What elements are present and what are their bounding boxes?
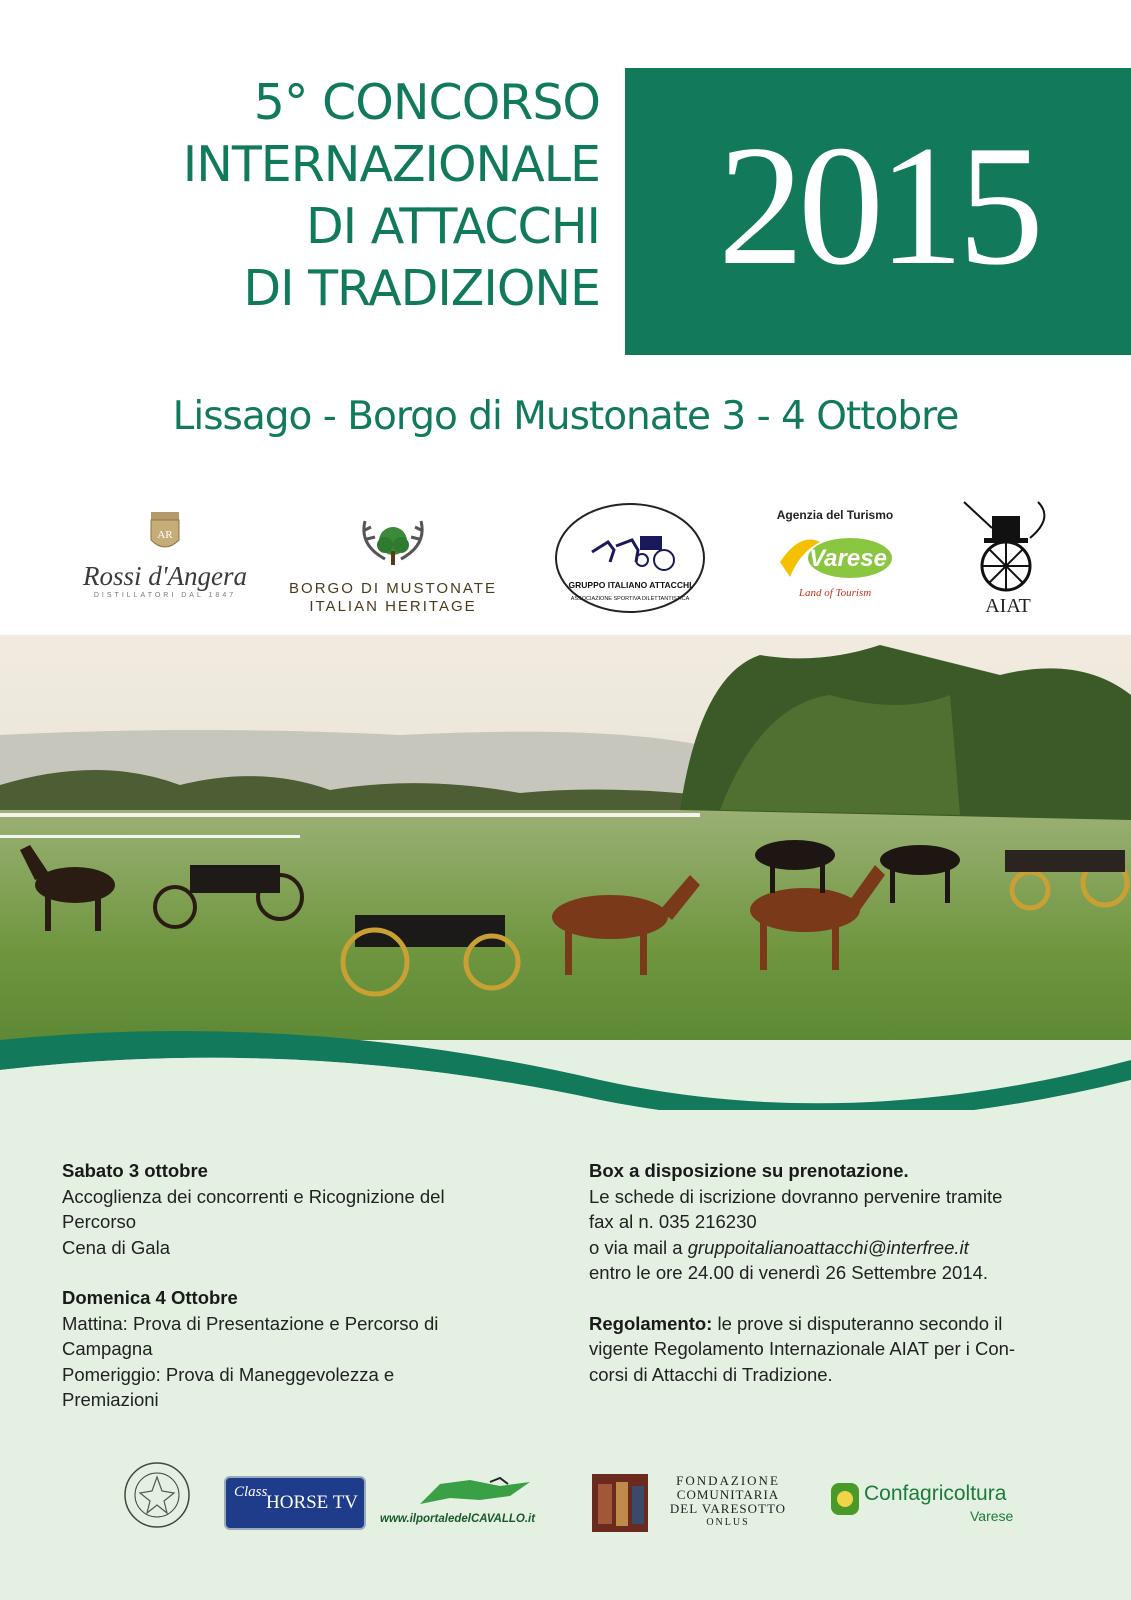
title-line-1: 5° CONCORSO: [253, 74, 600, 131]
varese-tag: Land of Tourism: [798, 587, 872, 599]
sunday-line-2: Campagna: [62, 1338, 153, 1359]
fondazione-line-3: DEL VARESOTTO: [669, 1501, 787, 1516]
rossi-crest-icon: [148, 510, 182, 554]
confagricoltura-sub: Varese: [970, 1508, 1014, 1524]
title-line-2: INTERNAZIONALE: [182, 136, 600, 193]
sunday-line-4: Premiazioni: [62, 1389, 159, 1410]
box-title: Box a disposizione su prenotazione.: [589, 1160, 909, 1181]
fondazione-line-4: ONLUS: [706, 1517, 750, 1528]
sunday-title: Domenica 4 Ottobre: [62, 1287, 238, 1308]
rossi-name: Rossi d'Angera: [82, 561, 248, 591]
borgo-line2: ITALIAN HERITAGE: [309, 598, 477, 615]
fondazione-line-1: FONDAZIONE: [676, 1473, 780, 1488]
il-portale-del-cavallo-logo: [380, 1476, 570, 1532]
saturday-line-2: Percorso: [62, 1211, 137, 1232]
corpo-bandistico-seal: [122, 1455, 192, 1535]
regulation-line-1: le prove si disputeranno secondo il: [712, 1312, 1003, 1334]
fresco-painting-icon: [592, 1474, 648, 1532]
box-line-2: fax al n. 035 216230: [589, 1211, 757, 1232]
year-label: 2015: [718, 111, 1038, 301]
sun-icon: [770, 522, 900, 582]
box-line-4: entro le ore 24.00 di venerdì 26 Settembre 2014.: [589, 1262, 989, 1283]
regulation-line-2: vigente Regolamento Internazionale AIAT per i Con-: [589, 1338, 1016, 1359]
saturday-title: Sabato 3 ottobre: [62, 1160, 208, 1181]
corpo-bandistico-logo: [122, 1455, 192, 1535]
gruppo-top-text: GRUPPO ITALIANO ATTACCHI: [568, 580, 692, 590]
saturday-line-1: Accoglienza dei concorrenti e Ricognizione del: [62, 1185, 445, 1207]
antlers-tree-icon: [353, 515, 433, 575]
gruppo-bottom-text: ASSOCIAZIONE SPORTIVA DILETTANTISTICA: [570, 596, 690, 602]
sunday-line-1: Mattina: Prova di Presentazione e Percorso di: [62, 1312, 439, 1334]
email-link[interactable]: gruppoitalianoattacchi@interfree.it: [687, 1236, 969, 1258]
confagricoltura-icon: [830, 1482, 860, 1516]
year-box: [625, 68, 1131, 355]
event-title: [60, 72, 600, 320]
running-horse-icon: [380, 1476, 570, 1508]
horsetv-name: HORSE TV: [266, 1492, 359, 1513]
rossi-sub: DISTILLATORI DAL 1847: [93, 592, 237, 599]
horsetv-class: Class: [234, 1484, 268, 1500]
borgo-line1: BORGO DI MUSTONATE: [289, 580, 497, 597]
aiat-logo: [958, 498, 1058, 618]
program-column: [62, 1158, 532, 1413]
gruppo-italiano-attacchi-logo: [552, 500, 708, 620]
wheel-hat-icon: [958, 498, 1058, 596]
class-horse-tv-logo: [224, 1476, 366, 1530]
venue-date: Lissago - Borgo di Mustonate 3 - 4 Ottobre: [172, 394, 959, 439]
varese-name: Varese: [809, 545, 887, 572]
regulation-title: Regolamento:: [589, 1312, 713, 1334]
confagricoltura-logo: [830, 1480, 1030, 1530]
title-line-3: DI ATTACCHI: [305, 198, 600, 255]
info-column: [589, 1158, 1089, 1387]
rossi-dangera-logo: [70, 510, 260, 599]
box-line-1: Le schede di iscrizione dovranno pervenire tramite: [589, 1185, 1003, 1207]
fondazione-comunitaria-logo: [592, 1474, 802, 1534]
aiat-name: AIAT: [985, 595, 1031, 617]
saturday-line-3: Cena di Gala: [62, 1236, 170, 1258]
varese-top: Agenzia del Turismo: [776, 508, 894, 522]
rossi-mark: AR: [157, 529, 173, 541]
varese-tourism-logo: [760, 508, 910, 599]
borgo-mustonate-logo: [278, 515, 508, 616]
title-line-4: DI TRADIZIONE: [243, 260, 600, 317]
confagricoltura-name: Confagricoltura: [864, 1482, 1007, 1505]
sunday-line-3: Pomeriggio: Prova di Maneggevolezza e: [62, 1363, 395, 1385]
green-wave-divider: [0, 1000, 1131, 1110]
carriage-emblem-icon: [552, 500, 708, 620]
box-line-3-prefix: o via mail a: [589, 1236, 688, 1258]
regulation-line-3: corsi di Attacchi di Tradizione.: [589, 1363, 833, 1385]
fondazione-line-2: COMUNITARIA: [676, 1487, 780, 1502]
portale-url[interactable]: www.ilportaledelCAVALLO.it: [380, 1513, 536, 1525]
